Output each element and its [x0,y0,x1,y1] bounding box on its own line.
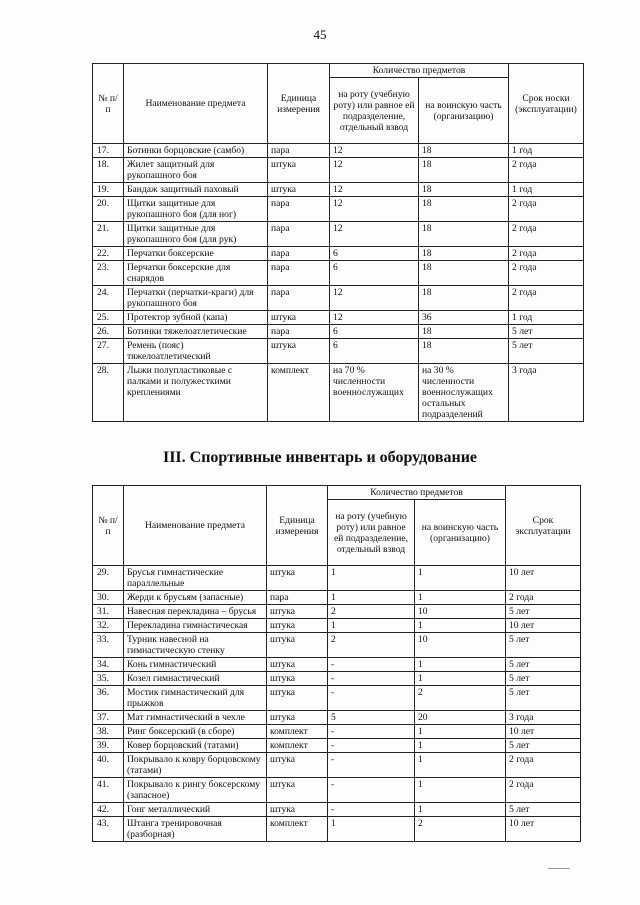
row-unit-cell: штука [267,753,328,778]
header-qty-company: на роту (учебную роту) или равное ей подразделение, отдельный взвод [328,500,415,566]
row-num-cell: 36. [93,686,124,711]
header-unit: Единица измерения [268,64,330,144]
row-name-cell: Брусья гимнастические параллельные [124,566,267,591]
row-name-cell: Козел гимнастический [124,672,267,686]
row-unit-cell: штука [267,672,328,686]
equipment-table-1 [92,63,584,422]
row-unit-qty-cell: 1 [415,778,506,803]
row-term-cell: 1 год [509,183,584,197]
row-num-cell: 33. [93,633,124,658]
row-term-cell: 2 года [506,753,581,778]
table-row [93,817,581,842]
table-row [93,711,581,725]
row-unit-qty-cell: 18 [419,144,509,158]
row-unit-cell: штука [268,339,330,364]
row-unit-qty-cell: 18 [419,222,509,247]
row-name-cell: Щитки защитные для рукопашного боя (для рук) [124,222,268,247]
row-unit-qty-cell: 18 [419,247,509,261]
row-term-cell: 3 года [509,364,584,422]
row-term-cell: 2 года [509,222,584,247]
page-number: 45 [313,27,327,42]
row-unit-qty-cell: 1 [415,619,506,633]
table-row [93,633,581,658]
row-num-cell: 34. [93,658,124,672]
row-company-qty-cell: - [328,658,415,672]
table-row [93,222,584,247]
header-qty-company: на роту (учебную роту) или равное ей подразделение, отдельный взвод [330,78,419,144]
row-unit-cell: пара [268,222,330,247]
row-num-cell: 38. [93,725,124,739]
table-row [93,753,581,778]
row-company-qty-cell: на 70 % численности военнослужащих [330,364,419,422]
table-row [93,658,581,672]
header-qty-unit: на воинскую часть (организацию) [415,500,506,566]
row-company-qty-cell: 6 [330,261,419,286]
row-name-cell: Лыжи полупластиковые с палками и полужесткими креплениями [124,364,268,422]
row-company-qty-cell: 2 [328,605,415,619]
row-term-cell: 3 года [506,711,581,725]
table-row [93,339,584,364]
row-num-cell: 37. [93,711,124,725]
row-unit-qty-cell: 18 [419,197,509,222]
table-row [93,619,581,633]
row-term-cell: 2 года [509,261,584,286]
row-company-qty-cell: 12 [330,222,419,247]
table-row [93,739,581,753]
row-unit-cell: пара [268,261,330,286]
row-company-qty-cell: - [328,725,415,739]
row-unit-qty-cell: 18 [419,325,509,339]
row-name-cell: Жилет защитный для рукопашного боя [124,158,268,183]
row-unit-cell: штука [267,605,328,619]
row-name-cell: Ринг боксерский (в сборе) [124,725,267,739]
row-num-cell: 17. [93,144,124,158]
row-unit-cell: пара [268,247,330,261]
row-unit-qty-cell: 2 [415,817,506,842]
row-num-cell: 39. [93,739,124,753]
row-name-cell: Перчатки боксерские для снарядов [124,261,268,286]
table-row [93,197,584,222]
row-name-cell: Турник навесной на гимнастическую стенку [124,633,267,658]
table-row [93,286,584,311]
row-num-cell: 25. [93,311,124,325]
row-company-qty-cell: 12 [330,286,419,311]
row-num-cell: 31. [93,605,124,619]
table-row [93,686,581,711]
row-term-cell: 5 лет [506,803,581,817]
row-term-cell: 5 лет [509,325,584,339]
row-num-cell: 32. [93,619,124,633]
row-name-cell: Перекладина гимнастическая [124,619,267,633]
row-name-cell: Мат гимнастический в чехле [124,711,267,725]
row-unit-qty-cell: 18 [419,158,509,183]
row-term-cell: 1 год [509,311,584,325]
row-num-cell: 42. [93,803,124,817]
row-name-cell: Покрывало к ковру борцовскому (татами) [124,753,267,778]
table-row [93,325,584,339]
row-unit-cell: штука [267,633,328,658]
row-company-qty-cell: - [328,753,415,778]
row-company-qty-cell: 1 [328,619,415,633]
row-num-cell: 20. [93,197,124,222]
row-name-cell: Гонг металлический [124,803,267,817]
row-unit-cell: пара [268,144,330,158]
table-row [93,778,581,803]
row-unit-qty-cell: 1 [415,739,506,753]
row-term-cell: 5 лет [506,672,581,686]
row-num-cell: 22. [93,247,124,261]
row-term-cell: 10 лет [506,725,581,739]
row-unit-qty-cell: 2 [415,686,506,711]
row-company-qty-cell: 12 [330,144,419,158]
row-unit-cell: пара [268,286,330,311]
row-term-cell: 5 лет [506,605,581,619]
row-num-cell: 27. [93,339,124,364]
row-term-cell: 1 год [509,144,584,158]
table-row [93,183,584,197]
table-row [93,247,584,261]
row-term-cell: 2 года [509,286,584,311]
row-name-cell: Штанга тренировочная (разборная) [124,817,267,842]
table-row [93,144,584,158]
section-title: III. Спортивные инвентарь и оборудование [162,449,478,466]
row-unit-qty-cell: 10 [415,633,506,658]
row-unit-qty-cell: 18 [419,183,509,197]
row-num-cell: 26. [93,325,124,339]
row-unit-qty-cell: 36 [419,311,509,325]
row-company-qty-cell: 12 [330,158,419,183]
row-num-cell: 28. [93,364,124,422]
row-unit-cell: штука [268,311,330,325]
row-unit-qty-cell: 20 [415,711,506,725]
row-name-cell: Бандаж защитный паховый [124,183,268,197]
row-name-cell: Ботинки борцовские (самбо) [124,144,268,158]
header-qty-group: Количество предметов [328,486,506,500]
table-1-body [93,144,584,422]
header-qty-unit: на воинскую часть (организацию) [419,78,509,144]
header-name: Наименование предмета [124,486,267,566]
row-term-cell: 5 лет [509,339,584,364]
header-name: Наименование предмета [124,64,268,144]
row-company-qty-cell: 1 [328,566,415,591]
row-unit-cell: штука [268,158,330,183]
row-num-cell: 30. [93,591,124,605]
row-term-cell: 2 года [509,247,584,261]
row-name-cell: Перчатки боксерские [124,247,268,261]
row-unit-qty-cell: 1 [415,672,506,686]
row-company-qty-cell: 12 [330,183,419,197]
row-num-cell: 41. [93,778,124,803]
row-term-cell: 5 лет [506,686,581,711]
row-unit-qty-cell: 18 [419,286,509,311]
row-unit-cell: комплект [267,739,328,753]
table-row [93,364,584,422]
row-unit-qty-cell: 1 [415,591,506,605]
table-row [93,605,581,619]
row-company-qty-cell: 12 [330,197,419,222]
row-name-cell: Ремень (пояс) тяжелоатлетический [124,339,268,364]
row-term-cell: 5 лет [506,739,581,753]
row-term-cell: 5 лет [506,658,581,672]
row-unit-cell: штука [267,803,328,817]
row-unit-cell: штука [267,619,328,633]
row-term-cell: 2 года [509,197,584,222]
table-row [93,725,581,739]
row-unit-cell: пара [267,591,328,605]
row-unit-cell: комплект [267,817,328,842]
row-term-cell: 2 года [506,778,581,803]
row-num-cell: 23. [93,261,124,286]
equipment-table-2 [92,485,581,842]
row-company-qty-cell: - [328,778,415,803]
row-company-qty-cell: - [328,739,415,753]
row-unit-cell: штука [267,711,328,725]
table-row [93,566,581,591]
row-company-qty-cell: 5 [328,711,415,725]
row-company-qty-cell: 1 [328,817,415,842]
row-num-cell: 29. [93,566,124,591]
row-num-cell: 19. [93,183,124,197]
row-unit-cell: штука [267,566,328,591]
row-name-cell: Ковер борцовский (татами) [124,739,267,753]
row-company-qty-cell: - [328,672,415,686]
row-company-qty-cell: - [328,686,415,711]
row-name-cell: Покрывало к рингу боксерскому (запасное) [124,778,267,803]
row-term-cell: 10 лет [506,566,581,591]
table-row [93,311,584,325]
row-num-cell: 40. [93,753,124,778]
header-term: Срок носки (эксплуатации) [509,64,584,144]
header-num: № п/п [93,486,124,566]
row-unit-cell: пара [268,197,330,222]
row-num-cell: 35. [93,672,124,686]
row-unit-qty-cell: 1 [415,725,506,739]
row-company-qty-cell: 12 [330,311,419,325]
row-unit-qty-cell: на 30 % численности военнослужащих остальных подразделений [419,364,509,422]
table-row [93,158,584,183]
row-unit-cell: комплект [268,364,330,422]
row-company-qty-cell: 6 [330,247,419,261]
row-unit-qty-cell: 1 [415,658,506,672]
row-unit-qty-cell: 10 [415,605,506,619]
row-name-cell: Щитки защитные для рукопашного боя (для ног) [124,197,268,222]
row-company-qty-cell: 2 [328,633,415,658]
row-company-qty-cell: 6 [330,325,419,339]
header-unit: Единица измерения [267,486,328,566]
row-unit-qty-cell: 18 [419,261,509,286]
row-name-cell: Перчатки (перчатки-краги) для рукопашного боя [124,286,268,311]
row-term-cell: 5 лет [506,633,581,658]
row-term-cell: 2 года [509,158,584,183]
row-num-cell: 24. [93,286,124,311]
header-qty-group: Количество предметов [330,64,509,78]
row-num-cell: 21. [93,222,124,247]
row-name-cell: Протектор зубной (капа) [124,311,268,325]
row-unit-cell: штука [268,183,330,197]
row-unit-qty-cell: 18 [419,339,509,364]
row-name-cell: Ботинки тяжелоатлетические [124,325,268,339]
scan-mark [548,868,570,869]
row-num-cell: 43. [93,817,124,842]
row-term-cell: 10 лет [506,619,581,633]
row-unit-qty-cell: 1 [415,753,506,778]
row-unit-qty-cell: 1 [415,803,506,817]
row-unit-cell: штука [267,686,328,711]
header-term: Срок эксплуатации [506,486,581,566]
row-unit-cell: пара [268,325,330,339]
table-row [93,803,581,817]
table-2-body [93,566,581,842]
row-term-cell: 10 лет [506,817,581,842]
row-company-qty-cell: 6 [330,339,419,364]
row-name-cell: Мостик гимнастический для прыжков [124,686,267,711]
row-name-cell: Навесная перекладина – брусья [124,605,267,619]
table-row [93,591,581,605]
row-unit-cell: штука [267,778,328,803]
row-name-cell: Жерди к брусьям (запасные) [124,591,267,605]
table-row [93,672,581,686]
row-unit-cell: штука [267,658,328,672]
row-name-cell: Конь гимнастический [124,658,267,672]
row-term-cell: 2 года [506,591,581,605]
row-unit-qty-cell: 1 [415,566,506,591]
header-num: № п/п [93,64,124,144]
row-num-cell: 18. [93,158,124,183]
table-row [93,261,584,286]
row-company-qty-cell: 1 [328,591,415,605]
row-unit-cell: комплект [267,725,328,739]
row-company-qty-cell: - [328,803,415,817]
